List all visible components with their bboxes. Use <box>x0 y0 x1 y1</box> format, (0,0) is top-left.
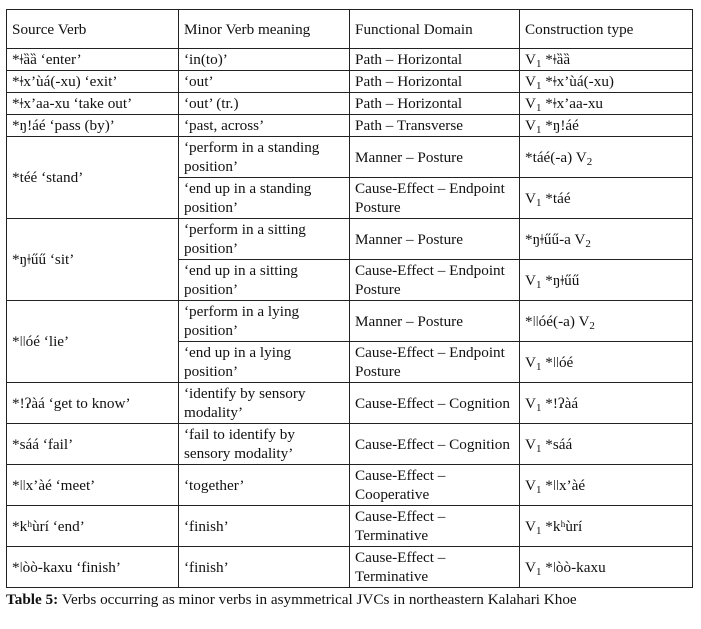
table-row <box>7 115 693 137</box>
construction-pre: V <box>525 517 536 535</box>
construction-pre: V <box>525 95 536 112</box>
construction-subscript: 1 <box>535 524 542 537</box>
construction-pre: V <box>525 51 536 68</box>
table-row <box>7 71 693 93</box>
functional-domain-cell: Cause-Effect – Terminative <box>350 506 520 547</box>
functional-domain-cell: Cause-Effect – Endpoint Posture <box>350 342 520 383</box>
construction-pre: V <box>525 189 536 207</box>
construction-type-cell <box>520 465 693 506</box>
construction-subscript: 2 <box>585 237 591 250</box>
construction-subscript: 1 <box>535 102 542 114</box>
construction-type-cell <box>520 219 693 260</box>
source-verb-cell: *sáá ‘fail’ <box>7 424 179 465</box>
table-row <box>7 137 693 178</box>
construction-post: *ŋ!áé <box>541 117 579 134</box>
construction-subscript: 1 <box>535 360 542 373</box>
construction-post: *!ʔàá <box>541 394 579 412</box>
caption-label: Table 5: <box>6 591 59 608</box>
functional-domain-cell: Cause-Effect – Cognition <box>350 383 520 424</box>
construction-subscript: 1 <box>535 58 542 70</box>
construction-pre: V <box>525 558 536 576</box>
construction-post: *sáá <box>541 435 573 453</box>
construction-subscript: 2 <box>589 319 595 332</box>
construction-pre: V <box>525 271 536 289</box>
construction-type-cell <box>520 137 693 178</box>
minor-verb-meaning-cell: ‘out’ (tr.) <box>179 93 350 115</box>
minor-verb-meaning-cell: ‘perform in a lying position’ <box>179 301 350 342</box>
minor-verb-meaning-cell: ‘fail to identify by sensory modality’ <box>179 424 350 465</box>
minor-verb-meaning-cell: ‘together’ <box>179 465 350 506</box>
functional-domain-cell: Cause-Effect – Endpoint Posture <box>350 260 520 301</box>
construction-post: *ǂx’ùá(-xu) <box>541 73 614 90</box>
construction-type-cell <box>520 93 693 115</box>
construction-type-cell <box>520 260 693 301</box>
construction-type-cell <box>520 301 693 342</box>
source-verb-cell: *téé ‘stand’ <box>7 137 179 219</box>
construction-post: *ŋǂűű <box>541 271 580 289</box>
construction-pre: V <box>525 73 536 90</box>
construction-post: *ǀòò-kaxu <box>541 558 606 576</box>
source-verb-cell: *ǂx’ùá(-xu) ‘exit’ <box>7 71 179 93</box>
construction-subscript: 1 <box>535 80 542 92</box>
functional-domain-cell: Cause-Effect – Endpoint Posture <box>350 178 520 219</box>
construction-subscript: 1 <box>535 401 542 414</box>
source-verb-cell: *!ʔàá ‘get to know’ <box>7 383 179 424</box>
functional-domain-cell: Cause-Effect – Cooperative <box>350 465 520 506</box>
table-row <box>7 301 693 342</box>
source-verb-cell: *ǀǀx’àé ‘meet’ <box>7 465 179 506</box>
minor-verb-meaning-cell: ‘end up in a sitting position’ <box>179 260 350 301</box>
header-minor-verb-meaning: Minor Verb meaning <box>179 10 350 49</box>
construction-subscript: 1 <box>535 124 542 136</box>
minor-verb-meaning-cell: ‘perform in a standing position’ <box>179 137 350 178</box>
minor-verb-meaning-cell: ‘out’ <box>179 71 350 93</box>
source-verb-cell: *ǂx’aa-xu ‘take out’ <box>7 93 179 115</box>
construction-type-cell <box>520 71 693 93</box>
construction-post: *ǂȁȁ <box>541 51 571 68</box>
construction-post: *ǀǀóé <box>541 353 574 371</box>
construction-subscript: 1 <box>535 442 542 455</box>
table-row <box>7 506 693 547</box>
construction-type-cell <box>520 178 693 219</box>
minor-verb-meaning-cell: ‘perform in a sitting position’ <box>179 219 350 260</box>
functional-domain-cell: Manner – Posture <box>350 301 520 342</box>
construction-subscript: 1 <box>535 278 542 291</box>
table-row <box>7 547 693 588</box>
construction-post: *ǂx’aa-xu <box>541 95 604 112</box>
source-verb-cell: *ŋǂűű ‘sit’ <box>7 219 179 301</box>
functional-domain-cell: Cause-Effect – Cognition <box>350 424 520 465</box>
verbs-table <box>6 9 693 588</box>
construction-post: *táé <box>541 189 571 207</box>
table-row <box>7 49 693 71</box>
functional-domain-cell: Cause-Effect – Terminative <box>350 547 520 588</box>
functional-domain-cell: Path – Horizontal <box>350 71 520 93</box>
table-caption <box>6 590 693 609</box>
construction-pre: *ǀǀóé(-a) V <box>525 312 590 330</box>
minor-verb-meaning-cell: ‘identify by sensory modality’ <box>179 383 350 424</box>
construction-pre: V <box>525 353 536 371</box>
construction-type-cell <box>520 424 693 465</box>
minor-verb-meaning-cell: ‘past, across’ <box>179 115 350 137</box>
construction-type-cell <box>520 547 693 588</box>
construction-subscript: 2 <box>586 155 593 168</box>
construction-type-cell <box>520 49 693 71</box>
minor-verb-meaning-cell: ‘end up in a lying position’ <box>179 342 350 383</box>
source-verb-cell: *ǀòò-kaxu ‘finish’ <box>7 547 179 588</box>
source-verb-cell: *ŋ!áé ‘pass (by)’ <box>7 115 179 137</box>
header-functional-domain: Functional Domain <box>350 10 520 49</box>
functional-domain-cell: Path – Horizontal <box>350 49 520 71</box>
header-construction-type: Construction type <box>520 10 693 49</box>
table-row <box>7 383 693 424</box>
construction-pre: V <box>525 476 536 494</box>
header-source-verb: Source Verb <box>7 10 179 49</box>
functional-domain-cell: Manner – Posture <box>350 137 520 178</box>
caption-text: Verbs occurring as minor verbs in asymmetrical JVCs in northeastern Kalahari Khoe <box>58 591 577 608</box>
construction-type-cell <box>520 342 693 383</box>
construction-post: *kʰùrí <box>541 517 583 535</box>
functional-domain-cell: Path – Transverse <box>350 115 520 137</box>
construction-subscript: 1 <box>535 196 542 209</box>
construction-subscript: 1 <box>535 565 542 578</box>
minor-verb-meaning-cell: ‘in(to)’ <box>179 49 350 71</box>
construction-type-cell <box>520 383 693 424</box>
table-row <box>7 93 693 115</box>
construction-subscript: 1 <box>535 483 542 496</box>
table-row <box>7 424 693 465</box>
table-body <box>7 49 693 588</box>
table-row <box>7 219 693 260</box>
source-verb-cell: *ǀǀóé ‘lie’ <box>7 301 179 383</box>
table-row <box>7 465 693 506</box>
minor-verb-meaning-cell: ‘finish’ <box>179 547 350 588</box>
functional-domain-cell: Path – Horizontal <box>350 93 520 115</box>
minor-verb-meaning-cell: ‘end up in a standing position’ <box>179 178 350 219</box>
construction-pre: V <box>525 394 536 412</box>
construction-pre: *ŋǂűű-a V <box>525 230 586 248</box>
source-verb-cell: *kʰùrí ‘end’ <box>7 506 179 547</box>
header-row <box>7 10 693 49</box>
construction-pre: *táé(-a) V <box>525 148 587 166</box>
construction-type-cell <box>520 115 693 137</box>
construction-type-cell <box>520 506 693 547</box>
construction-pre: V <box>525 117 536 134</box>
construction-pre: V <box>525 435 536 453</box>
source-verb-cell: *ǂȁȁ ‘enter’ <box>7 49 179 71</box>
minor-verb-meaning-cell: ‘finish’ <box>179 506 350 547</box>
construction-post: *ǀǀx’àé <box>541 476 586 494</box>
functional-domain-cell: Manner – Posture <box>350 219 520 260</box>
